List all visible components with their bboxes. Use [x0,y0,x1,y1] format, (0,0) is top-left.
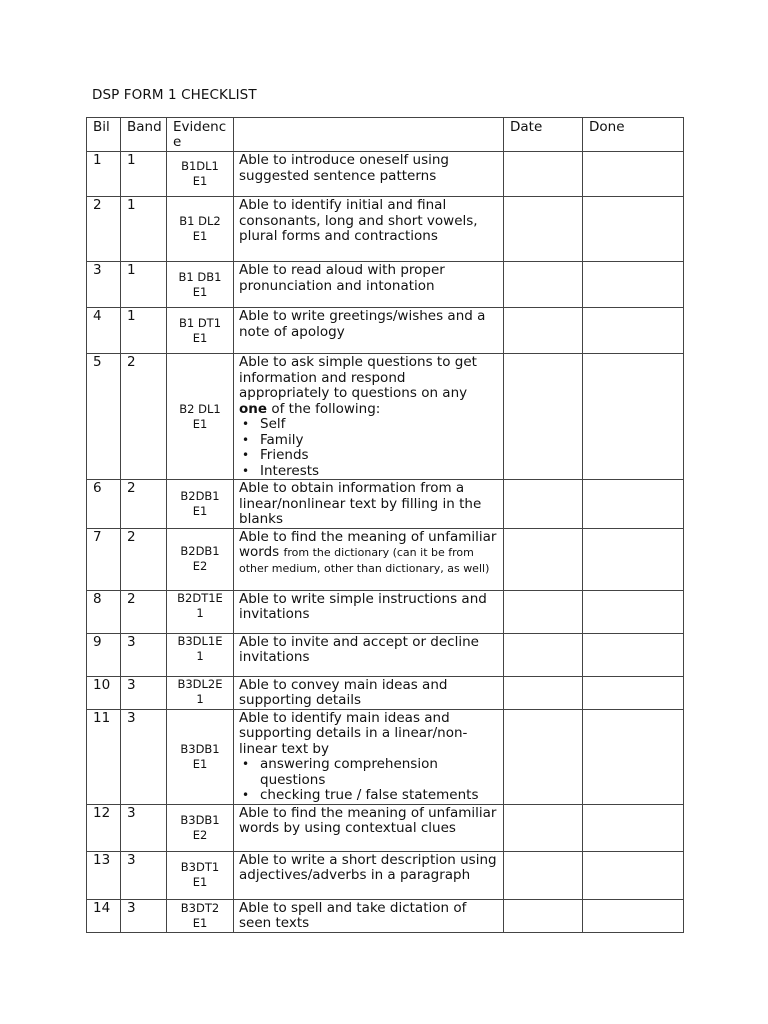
bullet-list [239,757,499,804]
bil-cell: 5 [87,354,121,480]
description-text: Able to ask simple questions to get information and respond appropriately to questions on any [239,354,477,401]
table-row [87,354,684,480]
evidence-suffix: 1 [196,605,204,620]
bil-cell: 10 [87,676,121,709]
description-cell: Able to convey main ideas and supporting details [234,676,504,709]
bil-cell: 1 [87,152,121,197]
evidence-code: B2DB1 [180,488,220,503]
evidence-suffix: E1 [192,875,208,889]
table-row [87,676,684,709]
bil-cell: 12 [87,804,121,851]
description-cell: Able to write simple instructions and invitations [234,590,504,633]
date-cell[interactable] [504,851,583,899]
bullet-item: • checking true / false statements [239,788,499,804]
description-cell [234,709,504,804]
evidence-cell [167,480,234,529]
evidence-cell [167,262,234,308]
description-cell: Able to spell and take dictation of seen texts [234,899,504,932]
evidence-code: B1DL1 [181,159,219,173]
evidence-suffix: 1 [196,691,204,706]
done-cell[interactable] [583,676,684,709]
done-cell[interactable] [583,804,684,851]
bil-cell: 6 [87,480,121,529]
evidence-suffix: E1 [192,284,208,299]
date-cell[interactable] [504,804,583,851]
evidence-code: B3DB1 [180,741,220,756]
evidence-code: B3DB1 [180,812,220,827]
band-cell: 3 [121,804,167,851]
band-cell: 3 [121,899,167,932]
done-cell[interactable] [583,152,684,197]
bil-cell: 13 [87,851,121,899]
header-done: Done [583,118,684,152]
evidence-cell [167,590,234,633]
bil-cell: 11 [87,709,121,804]
done-cell[interactable] [583,480,684,529]
band-cell: 3 [121,709,167,804]
band-cell: 2 [121,590,167,633]
evidence-suffix: E1 [192,416,208,431]
band-cell: 1 [121,262,167,308]
bullet-item: • Self [239,417,499,433]
evidence-cell [167,308,234,354]
evidence-suffix: E2 [192,559,208,573]
description-text-end: of the following: [271,400,381,417]
date-cell[interactable] [504,709,583,804]
done-cell[interactable] [583,262,684,308]
band-cell: 2 [121,528,167,590]
description-text: Able to identify main ideas and supporting details in a linear/non-linear text by [239,709,468,757]
evidence-cell [167,197,234,262]
bullet-item: • Friends [239,448,499,464]
header-band: Band [121,118,167,152]
evidence-code: B3DT2 [180,900,220,915]
bil-cell: 9 [87,633,121,676]
evidence-suffix: E1 [192,915,208,930]
bil-cell: 14 [87,899,121,932]
evidence-cell [167,676,234,709]
done-cell[interactable] [583,197,684,262]
done-cell[interactable] [583,354,684,480]
date-cell[interactable] [504,262,583,308]
evidence-cell [167,899,234,932]
table-row [87,152,684,197]
bullet-item: • Interests [239,464,499,480]
evidence-suffix: 1 [196,648,204,663]
bullet-list [239,417,499,479]
date-cell[interactable] [504,633,583,676]
band-cell: 1 [121,197,167,262]
description-cell: Able to obtain information from a linear/nonlinear text by filling in the blanks [234,480,504,529]
evidence-cell [167,152,234,197]
date-cell[interactable] [504,676,583,709]
band-cell: 2 [121,354,167,480]
date-cell[interactable] [504,899,583,932]
evidence-code: B2 DL1 [179,401,221,416]
band-cell: 3 [121,851,167,899]
evidence-code: B1 DT1 [178,315,222,330]
evidence-suffix: E1 [192,503,208,518]
page-title: DSP FORM 1 CHECKLIST [92,87,257,103]
table-row [87,528,684,590]
date-cell[interactable] [504,480,583,529]
table-row [87,308,684,354]
band-cell: 1 [121,308,167,354]
band-cell: 3 [121,633,167,676]
description-cell [234,354,504,480]
table-row [87,709,684,804]
description-text: Able to find the meaning of unfamiliar words [239,528,497,560]
date-cell[interactable] [504,308,583,354]
band-cell: 2 [121,480,167,529]
evidence-cell [167,804,234,851]
description-cell: Able to introduce oneself using suggested sentence patterns [234,152,504,197]
checklist-table [86,117,684,933]
date-cell[interactable] [504,152,583,197]
evidence-cell [167,851,234,899]
evidence-cell [167,709,234,804]
evidence-code: B1 DB1 [178,269,222,284]
evidence-suffix: E2 [192,827,208,842]
header-bil: Bil [87,118,121,152]
band-cell: 3 [121,676,167,709]
header-row [87,118,684,152]
header-date: Date [504,118,583,152]
table-row [87,262,684,308]
date-cell[interactable] [504,528,583,590]
description-emphasis: one [239,400,268,417]
bullet-item: • answering comprehension questions [239,757,499,788]
bil-cell: 4 [87,308,121,354]
evidence-suffix: E1 [192,756,208,771]
table-row [87,633,684,676]
evidence-code: B3DL2E [177,676,223,691]
done-cell[interactable] [583,590,684,633]
date-cell[interactable] [504,590,583,633]
bil-cell: 3 [87,262,121,308]
bullet-item: • Family [239,433,499,449]
evidence-cell [167,633,234,676]
done-cell[interactable] [583,899,684,932]
description-cell: Able to write greetings/wishes and a note of apology [234,308,504,354]
table-row [87,480,684,529]
evidence-code: B3DL1E [177,633,223,648]
evidence-code: B2DT1E [177,590,223,605]
date-cell[interactable] [504,197,583,262]
table-row [87,851,684,899]
bil-cell: 2 [87,197,121,262]
done-cell[interactable] [583,709,684,804]
evidence-suffix: E1 [192,330,208,345]
bil-cell: 7 [87,528,121,590]
header-description [234,118,504,152]
band-cell: 1 [121,152,167,197]
bil-cell: 8 [87,590,121,633]
evidence-cell [167,354,234,480]
description-cell: Able to find the meaning of unfamiliar words by using contextual clues [234,804,504,851]
evidence-suffix: E1 [192,229,208,243]
table-row [87,899,684,932]
table-row [87,590,684,633]
done-cell[interactable] [583,633,684,676]
evidence-code: B3DT1 [180,860,220,874]
description-cell: Able to invite and accept or decline invitations [234,633,504,676]
evidence-cell [167,528,234,590]
table-row [87,804,684,851]
header-evidence: Evidence [167,118,234,152]
done-cell[interactable] [583,851,684,899]
evidence-suffix: E1 [192,174,208,188]
evidence-code: B2DB1 [180,544,220,558]
description-cell: Able to read aloud with proper pronunciation and intonation [234,262,504,308]
description-note: from the dictionary (can it be from other medium, other than dictionary, as well) [239,546,490,575]
done-cell[interactable] [583,528,684,590]
description-cell [234,528,504,590]
done-cell[interactable] [583,308,684,354]
description-cell: Able to identify initial and final consonants, long and short vowels, plural forms and contractions [234,197,504,262]
description-cell: Able to write a short description using adjectives/adverbs in a paragraph [234,851,504,899]
table-row [87,197,684,262]
date-cell[interactable] [504,354,583,480]
evidence-code: B1 DL2 [179,214,221,228]
